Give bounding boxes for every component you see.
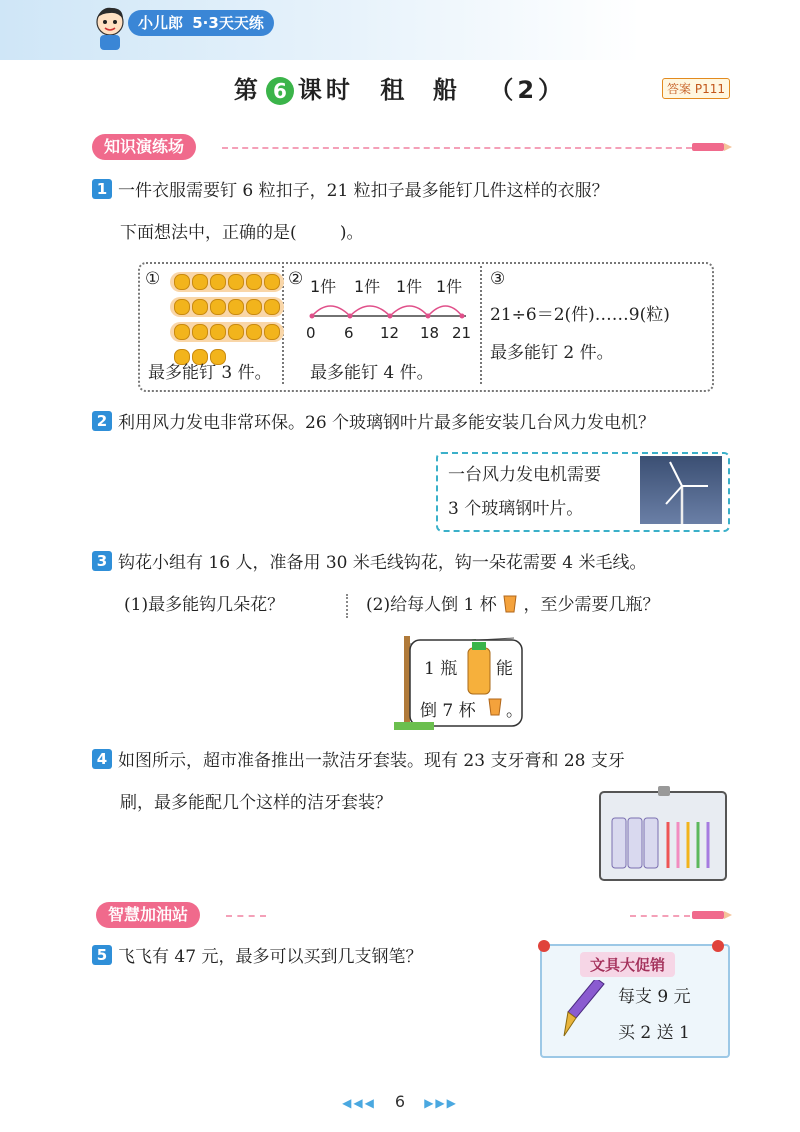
tick-label: 21: [452, 324, 472, 342]
question-3-part-1: (1)最多能钩几朵花？: [124, 595, 285, 615]
sign-text-can: 能: [496, 659, 513, 679]
question-5-number: 5: [92, 945, 112, 965]
option-1-mark: ①: [145, 269, 161, 289]
option-2-caption: 最多能钉 4 件。: [310, 363, 434, 383]
answer-reference: [662, 78, 730, 99]
question-2-number: 2: [92, 411, 112, 431]
question-1-line2: 下面想法中，正确的是( )。: [120, 223, 364, 243]
hint-line-2: 3 个玻璃钢叶片。: [448, 499, 584, 519]
prev-arrows: ◀◀◀: [342, 1096, 376, 1110]
section-divider: [630, 915, 690, 917]
lesson-suffix: 课时: [297, 76, 354, 104]
series-name: 5·3天天练: [192, 14, 264, 32]
wind-turbine-image: [640, 456, 722, 524]
juice-cup-icon: [502, 593, 518, 613]
tick-label: 18: [420, 324, 440, 342]
juice-cup-icon: [488, 696, 502, 716]
question-2: [92, 410, 742, 436]
promo-title: 文具大促销: [580, 952, 675, 977]
mascot-icon: [90, 4, 130, 52]
jump-label: 1件: [354, 277, 381, 296]
pencil-icon: [690, 906, 734, 924]
pencil-icon: [690, 138, 734, 156]
sign-text-period: 。: [506, 701, 523, 721]
option-3-mark: ③: [490, 269, 506, 289]
question-3: [92, 550, 742, 576]
question-1: [92, 178, 732, 204]
question-4-number: 4: [92, 749, 112, 769]
question-3-text: 钩花小组有 16 人，准备用 30 米毛线钩花，钩一朵花需要 4 米毛线。: [118, 553, 647, 573]
section-divider: [222, 147, 692, 149]
option-3-equation: 21÷6＝2(件)……9(粒): [490, 305, 670, 325]
option-3-caption: 最多能钉 2 件。: [490, 343, 614, 363]
section-wisdom-label: 智慧加油站: [96, 902, 200, 928]
tick-label: 0: [306, 324, 316, 342]
button-group: [170, 297, 284, 317]
fountain-pen-icon: [556, 980, 610, 1044]
lesson-part: （2）: [489, 76, 567, 104]
tick-label: 6: [344, 324, 354, 342]
part-2-text-b: ，至少需要几瓶？: [523, 595, 660, 615]
page-footer: [0, 1092, 800, 1111]
answer-label: 答案: [667, 82, 692, 96]
question-4: [92, 748, 742, 774]
lesson-number: 6: [266, 77, 294, 105]
option-2-mark: ②: [288, 269, 304, 289]
buttons-illustration: [170, 272, 284, 367]
lesson-prefix: 第: [233, 76, 262, 104]
page-number: 6: [394, 1092, 406, 1111]
question-4-line1: 如图所示，超市准备推出一款洁牙套装。现有 23 支牙膏和 28 支牙: [118, 751, 625, 771]
jump-label: 1件: [396, 277, 423, 296]
hint-line-1: 一台风力发电机需要: [448, 465, 601, 485]
question-2-text: 利用风力发电非常环保。26 个玻璃钢叶片最多能安装几台风力发电机？: [118, 413, 656, 433]
question-3-part-2: [366, 592, 660, 618]
number-line: [300, 294, 476, 324]
part-divider: [346, 594, 348, 618]
option-divider: [480, 266, 482, 384]
answer-page: P111: [694, 82, 725, 96]
promo-offer: 买 2 送 1: [618, 1023, 690, 1043]
sign-text-cups: 倒 7 杯: [420, 701, 476, 721]
section-divider: [226, 915, 266, 917]
button-group: [170, 272, 284, 292]
question-4-line2: 刷，最多能配几个这样的洁牙套装？: [120, 793, 392, 813]
question-5-text: 飞飞有 47 元，最多可以买到几支钢笔？: [118, 947, 423, 967]
question-5: [92, 944, 512, 970]
part-2-text-a: (2)给每人倒 1 杯: [366, 595, 497, 615]
button-group: [170, 322, 284, 342]
tick-label: 12: [380, 324, 400, 342]
toothpaste-set-image: [598, 786, 728, 882]
question-3-number: 3: [92, 551, 112, 571]
promo-price: 每支 9 元: [618, 987, 691, 1007]
question-1-line1: 一件衣服需要钉 6 粒扣子，21 粒扣子最多能钉几件这样的衣服？: [118, 181, 609, 201]
option-1-caption: 最多能钉 3 件。: [148, 363, 272, 383]
brand-name: 小儿郎: [138, 14, 184, 32]
jump-label: 1件: [310, 277, 337, 296]
brand-badge: [128, 10, 274, 36]
section-practice-label: 知识演练场: [92, 134, 196, 160]
question-1-number: 1: [92, 179, 112, 199]
sign-text-bottles: 1 瓶: [424, 659, 458, 679]
jump-label: 1件: [436, 277, 463, 296]
next-arrows: ▶▶▶: [424, 1096, 458, 1110]
lesson-title-text: 租 船: [380, 76, 461, 104]
